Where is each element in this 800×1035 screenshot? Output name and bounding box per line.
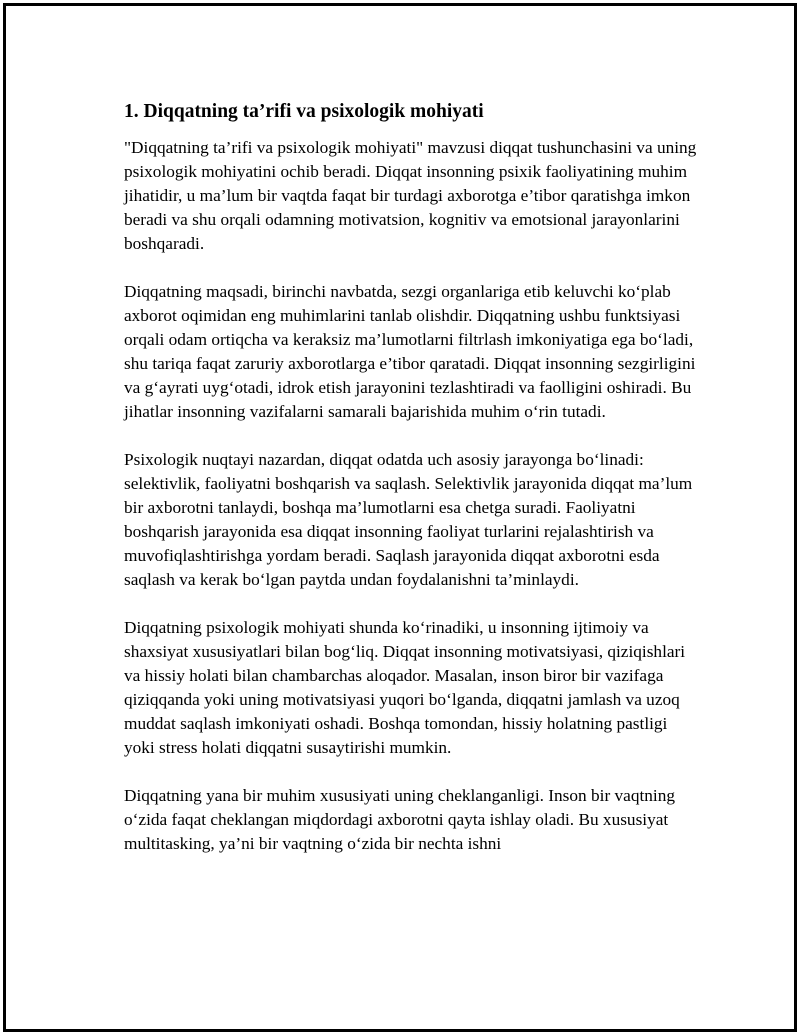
paragraph-processes: Psixologik nuqtayi nazardan, diqqat odatda uch asosiy jarayonga bo‘linadi: selektivlik, faoliyatni boshqarish va saqlash. Selektivlik jarayonida diqqat ma’lum bir axborotni tanlaydi, boshqa ma’lumotlarni esa chetga suradi. Faoliyatni boshqarish jarayonida esa diqqat insonning faoliyat turlarini rejalashtirish va muvofiqlashtirishga yordam beradi. Saqlash jarayonida diqqat axborotni esda saqlash va kerak bo‘lgan paytda undan foydalanishni ta’minlaydi.	[124, 450, 693, 589]
paragraph-purpose: Diqqatning maqsadi, birinchi navbatda, sezgi organlariga etib keluvchi ko‘plab axborot oqimidan eng muhimlarini tanlab olishdir. Diqqatning ushbu funktsiyasi orqali odam ortiqcha va keraksiz ma’lumotlarni filtrlash imkoniyatiga ega bo‘ladi, shu tariqa faqat zaruriy axborotlarga e’tibor qaratadi. Diqqat insonning sezgirligini va g‘ayrati uyg‘otadi, idrok etish jarayonini tezlashtiradi va faolligini oshiradi. Bu jihatlar insonning vazifalarni samarali bajarishida muhim o‘rin tutadi.	[124, 282, 696, 421]
paragraph-definition: "Diqqatning ta’rifi va psixologik mohiyati" mavzusi diqqat tushunchasini va uning psixologik mohiyatini ochib beradi. Diqqat insonning psixik faoliyatining muhim jihatidir, u ma’lum bir vaqtda faqat bir turdagi axborotga e’tibor qaratishga imkon beradi va shu orqali odamning motivatsion, kognitiv va emotsional jarayonlarini boshqaradi.	[124, 138, 697, 253]
page-frame	[3, 3, 797, 1032]
paragraph-limitation: Diqqatning yana bir muhim xususiyati uning cheklanganligi. Inson bir vaqtning o‘zida faqat cheklangan miqdordagi axborotni qayta ishlay oladi. Bu xususiyat multitasking, ya’ni bir vaqtning o‘zida bir nechta ishni	[124, 786, 676, 853]
document-body	[124, 99, 699, 880]
section-heading: 1. Diqqatning ta’rifi va psixologik mohiyati	[124, 101, 484, 122]
paragraph-psychological-essence: Diqqatning psixologik mohiyati shunda ko‘rinadiki, u insonning ijtimoiy va shaxsiyat xususiyatlari bilan bog‘liq. Diqqat insonning motivatsiyasi, qiziqishlari va hissiy holati bilan chambarchas aloqador. Masalan, inson biror bir vazifaga qiziqqanda yoki uning motivatsiyasi yuqori bo‘lganda, diqqatni jamlash va uzoq muddat saqlash imkoniyati oshadi. Boshqa tomondan, hissiy holatning pastligi yoki stress holati diqqatni susaytirishi mumkin.	[124, 618, 686, 757]
